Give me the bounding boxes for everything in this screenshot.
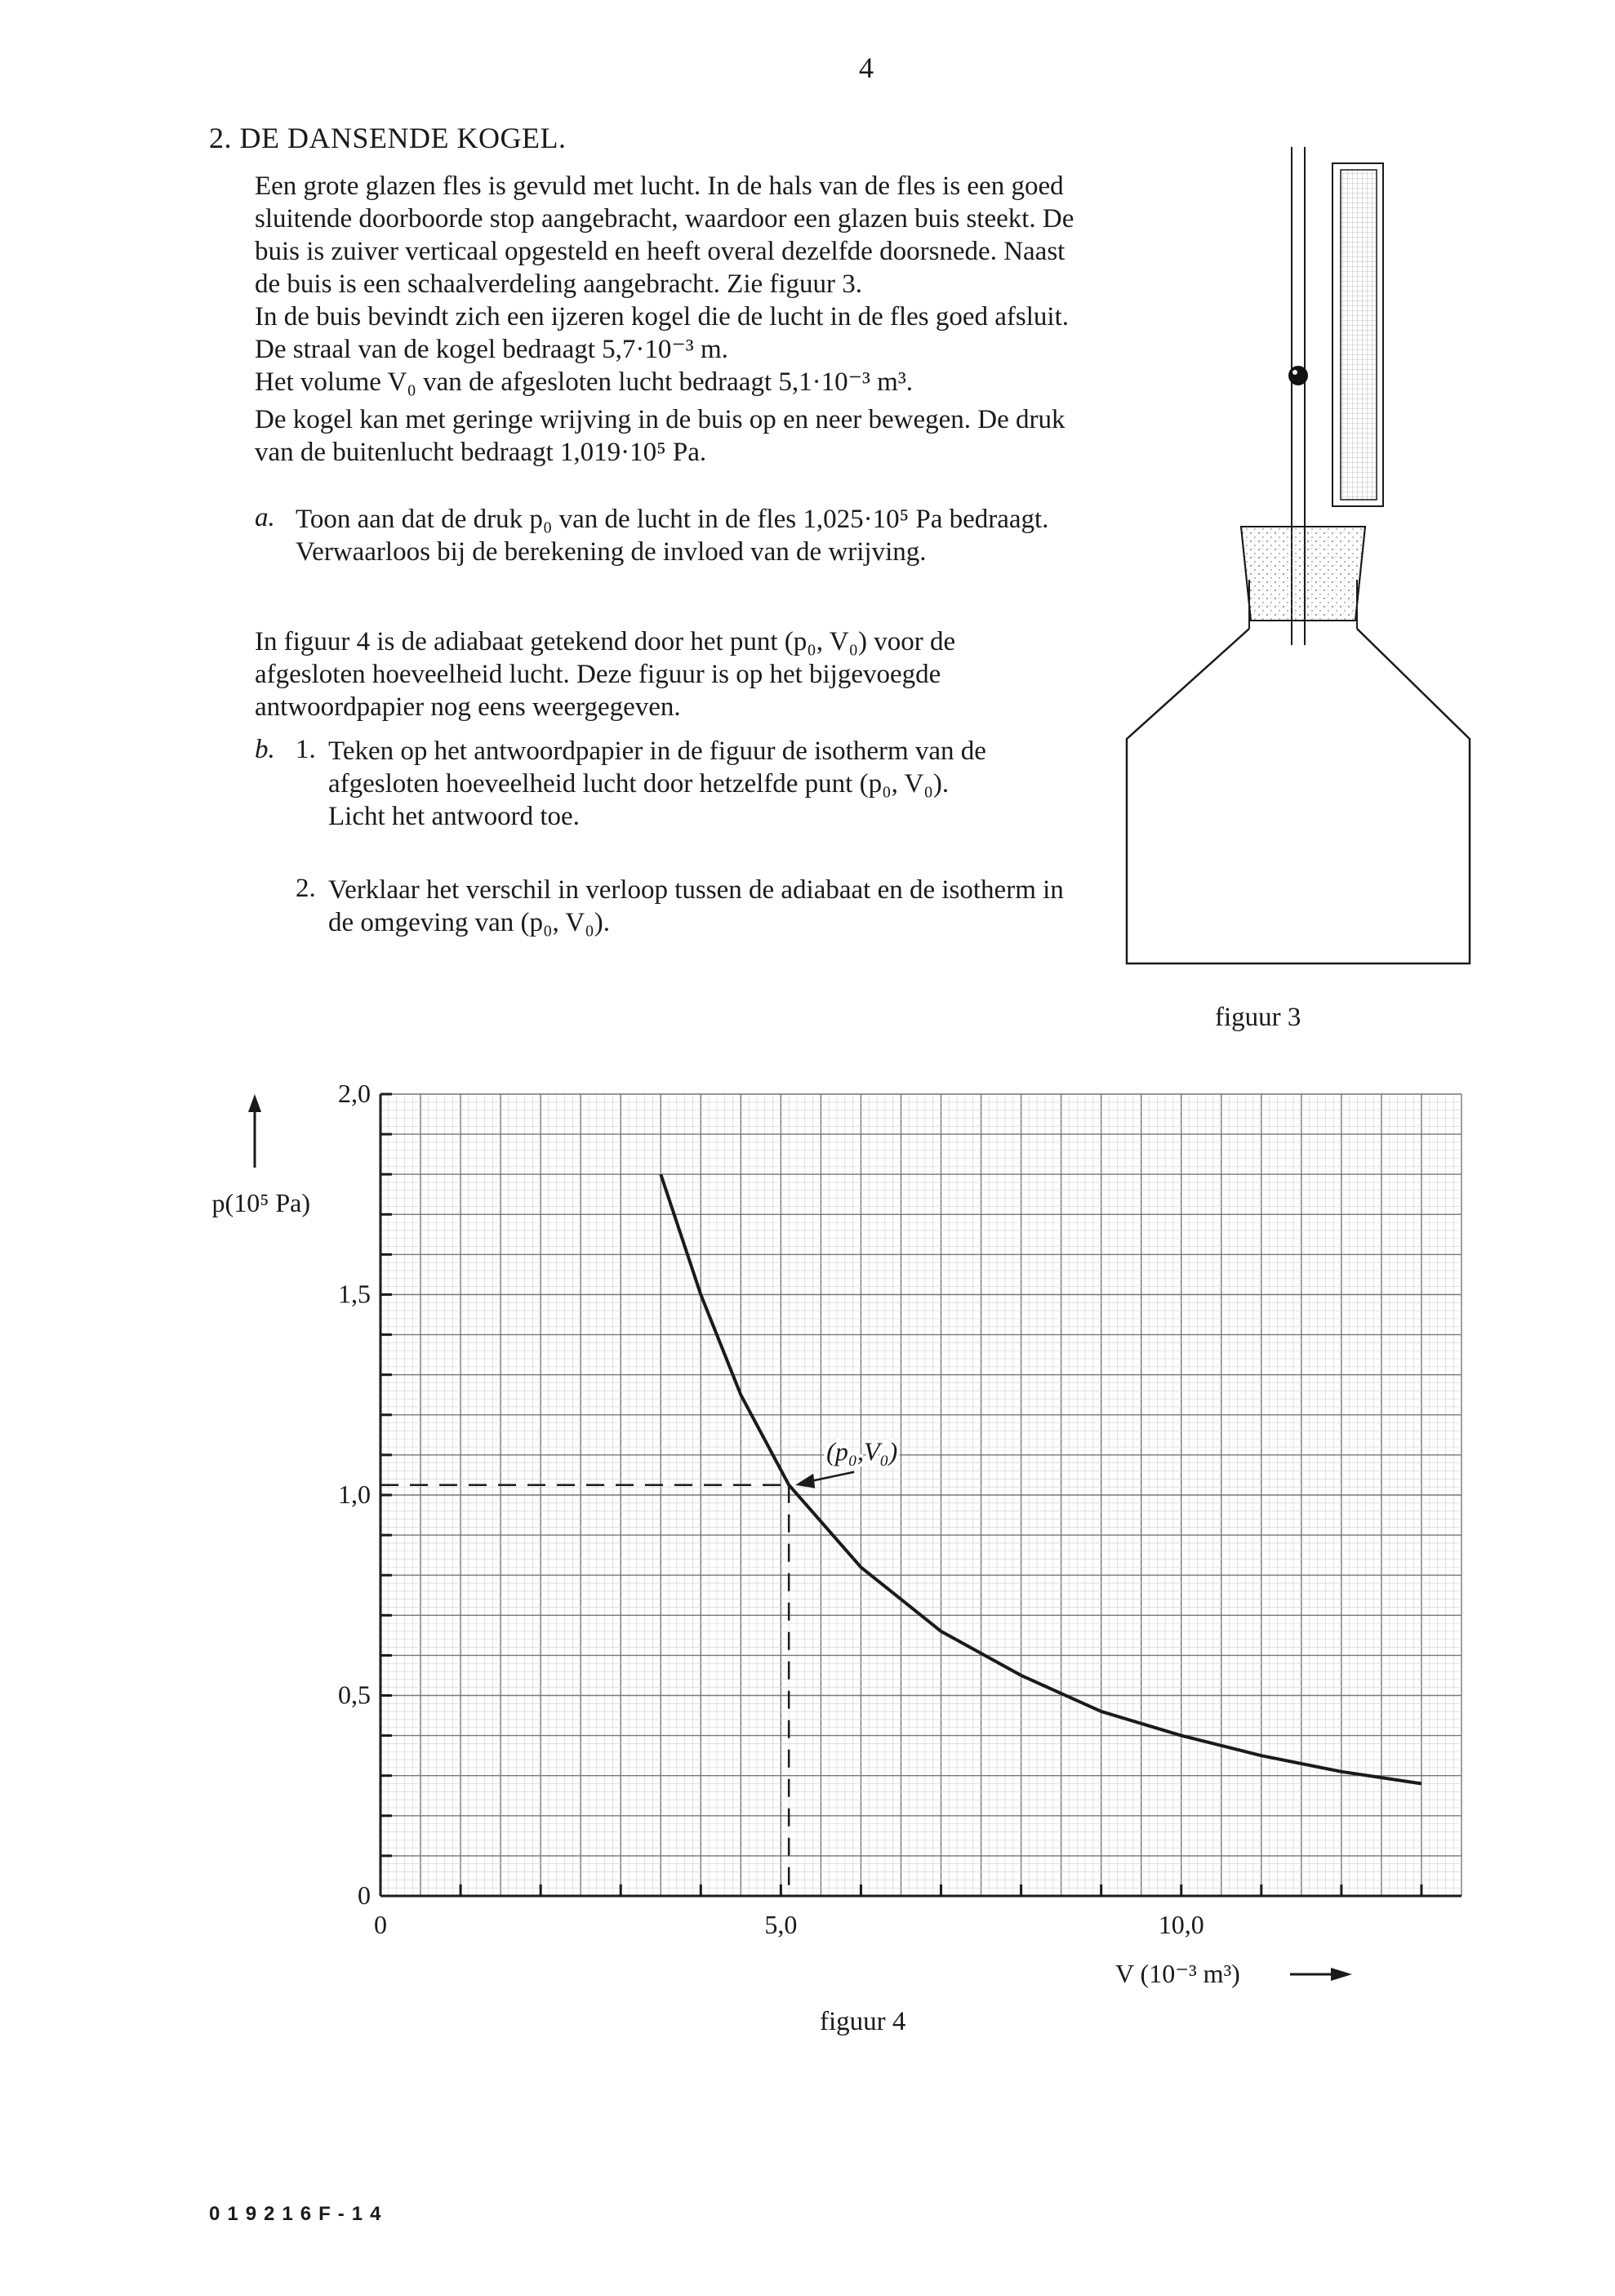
x-axis-label: V (10⁻³ m³) (1115, 1959, 1240, 1988)
x-axis-arrow-head (1331, 1968, 1352, 1981)
footer-code: 019216F-14 (209, 2203, 389, 2225)
y-tick-label: 0 (358, 1880, 371, 1910)
question-b-label: b. (255, 735, 275, 764)
question-b1-number: 1. (296, 735, 316, 764)
y-tick-label: 1,0 (338, 1479, 371, 1509)
x-tick-label: 0 (374, 1910, 387, 1939)
question-a-label: a. (255, 503, 275, 532)
x-tick-label: 10,0 (1158, 1910, 1204, 1939)
y-tick-label: 0,5 (338, 1680, 371, 1710)
question-b2-text: Verklaar het verschil in verloop tussen de adiabaat en de isotherm in de omgeving van (p₀, V₀). (328, 875, 1064, 937)
intro-paragraph-1: Een grote glazen fles is gevuld met lucht. In de hals van de fles is een goed sluitende doorboorde stop aangebracht, waardoor een glazen buis steekt. De buis is zuiver verticaal opgesteld en heeft overal dezelfde doorsnede. Naast de buis is een schaalverdeling aangebracht. Zie figuur 3. (255, 171, 1074, 299)
section-title: 2. DE DANSENDE KOGEL. (209, 122, 567, 154)
y-tick-label: 1,5 (338, 1279, 371, 1309)
intro-paragraph-2: In de buis bevindt zich een ijzeren kogel die de lucht in de fles goed afsluit. De straal van de kogel bedraagt 5,7·10⁻³ m. (255, 302, 1070, 364)
annotation-label: (p₀,V₀) (826, 1436, 898, 1466)
question-a-text: Toon aan dat de druk p₀ van de lucht in de fles 1,025·10⁵ Pa bedraagt. Verwaarloos bij de berekening de invloed van de wrijving. (296, 505, 1049, 567)
figure4-caption: figuur 4 (820, 2007, 906, 2036)
question-b1-extra: Licht het antwoord toe. (328, 802, 580, 831)
question-b1-main: Teken op het antwoordpapier in de figuur de isotherm van de afgesloten hoeveelheid lucht door hetzelfde punt (p₀, V₀). (328, 736, 986, 799)
annotation-arrow-head (795, 1474, 815, 1488)
y-axis-label: p(10⁵ Pa) (211, 1188, 310, 1217)
figure4-intro: In figuur 4 is de adiabaat getekend door het punt (p₀, V₀) voor de afgesloten hoeveelheid lucht. Deze figuur is op het bijgevoegde antwoordpapier nog eens weergegeven. (255, 627, 956, 722)
intro-paragraph-3: Het volume V₀ van de afgesloten lucht bedraagt 5,1·10⁻³ m³. (255, 367, 913, 397)
x-tick-label: 5,0 (764, 1910, 798, 1939)
figure3-caption: figuur 3 (1215, 1003, 1301, 1032)
y-tick-label: 2,0 (338, 1079, 371, 1108)
question-b2-number: 2. (296, 874, 316, 903)
y-axis-arrow-head (248, 1094, 261, 1112)
page-number: 4 (859, 51, 874, 84)
intro-paragraph-4: De kogel kan met geringe wrijving in de buis op en neer bewegen. De druk van de buitenlucht bedraagt 1,019·10⁵ Pa. (255, 405, 1066, 467)
